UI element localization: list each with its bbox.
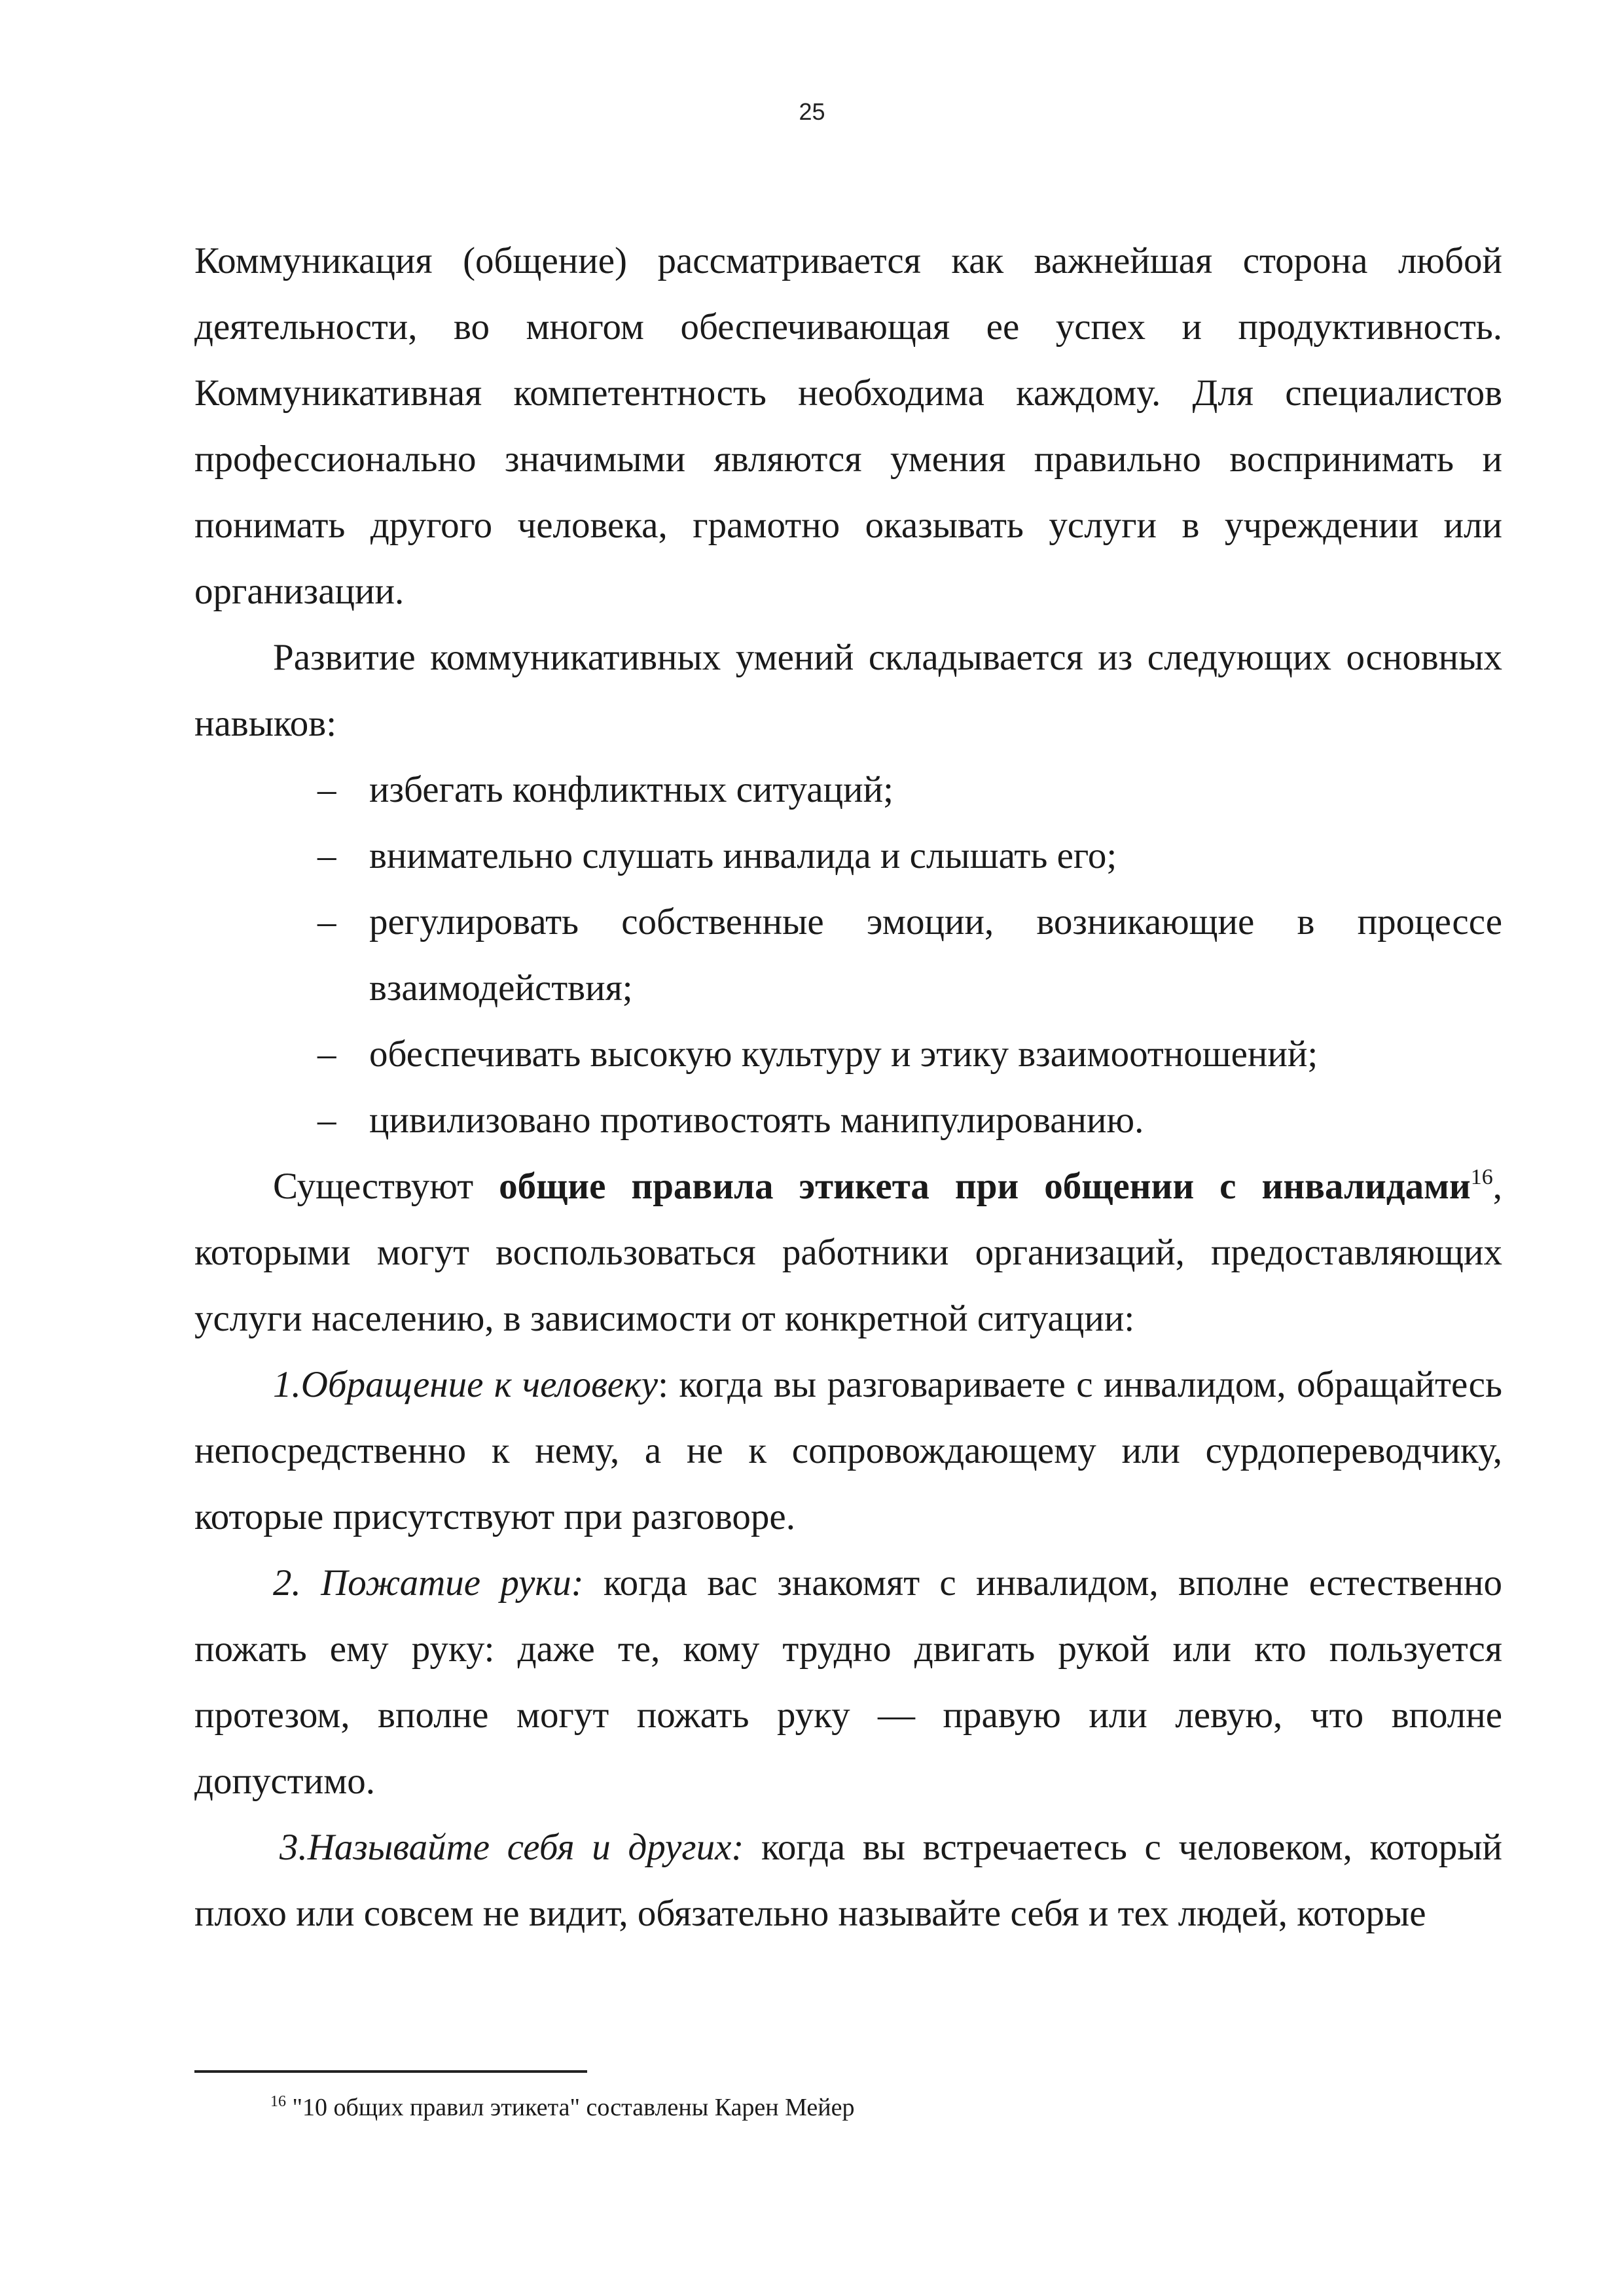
list-item-text: регулировать собственные эмоции, возникающие в процессе взаимодействия; bbox=[369, 901, 1502, 1009]
rule-title: 3.Называйте себя и других: bbox=[280, 1827, 744, 1868]
bullet-dash: – bbox=[317, 1033, 336, 1075]
footnote bbox=[270, 2092, 855, 2123]
bullet-dash: – bbox=[317, 769, 336, 810]
rule-text: когда вы встречаетесь с человеком, который плохо или совсем не видит, обязательно называйте себя и тех людей, которые bbox=[194, 1827, 1503, 1934]
list-item-text: обеспечивать высокую культуру и этику взаимоотношений; bbox=[369, 1033, 1318, 1075]
footnote-text: "10 общих правил этикета" составлены Карен Мейер bbox=[286, 2094, 855, 2121]
footnote-reference: 16 bbox=[1470, 1165, 1493, 1189]
bullet-dash: – bbox=[317, 1100, 336, 1141]
bullet-dash: – bbox=[317, 901, 336, 942]
list-item bbox=[194, 1021, 1502, 1087]
document-body bbox=[194, 228, 1502, 1946]
list-item-text: внимательно слушать инвалида и слышать его; bbox=[369, 835, 1117, 876]
paragraph-skills-intro: Развитие коммуникативных умений складывается из следующих основных навыков: bbox=[194, 637, 1502, 744]
list-item bbox=[194, 823, 1502, 889]
paragraph-rule-3 bbox=[194, 1814, 1502, 1946]
rule-text: когда вас знакомят с инвалидом, вполне естественно пожать ему руку: даже те, кому трудно двигать рукой или кто пользуется протезом, вполне могут пожать руку — правую или левую, что вполне допустимо. bbox=[194, 1562, 1502, 1802]
rule-text: : когда вы разговариваете с инвалидом, обращайтесь непосредственно к нему, а не к сопровождающему или сурдопереводчику, которые присутствуют при разговоре. bbox=[194, 1364, 1502, 1537]
paragraph-communication: Коммуникация (общение) рассматривается как важнейшая сторона любой деятельности, во многом обеспечивающая ее успех и продуктивность. Коммуникативная компетентность необходима каждому. Для специалистов профессионально значимыми являются умения правильно воспринимать и понимать другого человека, грамотно оказывать услуги в учреждении или организации. bbox=[194, 240, 1502, 612]
footnote-number: 16 bbox=[270, 2093, 286, 2110]
list-item bbox=[194, 757, 1502, 823]
list-item-text: избегать конфликтных ситуаций; bbox=[369, 769, 893, 810]
paragraph-rules-intro bbox=[194, 1153, 1502, 1352]
paragraph-rule-1 bbox=[194, 1352, 1502, 1550]
list-item bbox=[194, 889, 1502, 1021]
footnote-separator bbox=[194, 2070, 587, 2073]
rules-intro-prefix: Существуют bbox=[273, 1166, 499, 1207]
page-number: 25 bbox=[799, 98, 825, 125]
rules-intro-suffix: , которыми могут воспользоваться работники организаций, предоставляющих услуги населению, в зависимости от конкретной ситуации: bbox=[194, 1166, 1503, 1339]
skills-list bbox=[194, 757, 1502, 1153]
list-item-text: цивилизовано противостоять манипулированию. bbox=[369, 1100, 1144, 1141]
bullet-dash: – bbox=[317, 835, 336, 876]
paragraph-rule-2 bbox=[194, 1550, 1502, 1814]
rule-title: 1.Обращение к человеку bbox=[273, 1364, 659, 1405]
list-item bbox=[194, 1087, 1502, 1153]
rules-intro-bold: общие правила этикета при общении с инвалидами bbox=[499, 1166, 1471, 1207]
rule-title: 2. Пожатие руки: bbox=[273, 1562, 584, 1604]
